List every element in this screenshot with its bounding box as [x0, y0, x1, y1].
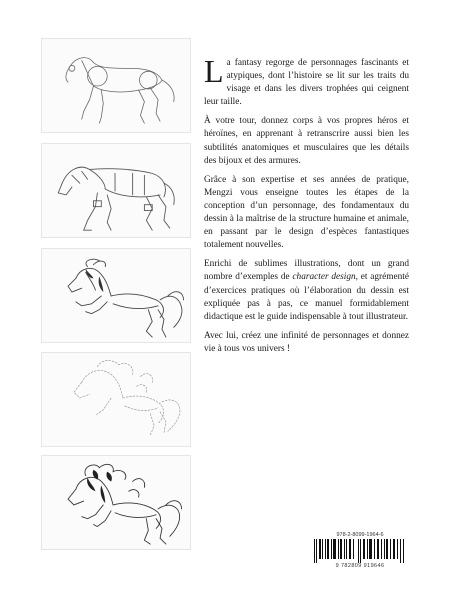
back-cover-blurb: [204, 53, 409, 362]
barcode-digits: 9 782809 919646: [335, 563, 385, 569]
horse-structure-sketch: [42, 144, 190, 237]
horse-sketch-stage-4: [41, 352, 191, 447]
paragraph-closing: Avec lui, créez une infinité de personnages et donnez vie à tous vos univers !: [204, 330, 409, 354]
paragraph-intro: [204, 53, 409, 109]
paragraph-expertise: Grâce à son expertise et ses années de pratique, Mengzi vous enseigne toutes les étapes de la conception d’un personnage, des fondamentaux du dessin à la maîtrise de la structure humaine et animale, en passant par le design d’espèces fantastiques totalement nouvelles.: [204, 174, 409, 251]
drop-cap: L: [204, 53, 224, 89]
horse-finished-drawing: [42, 456, 190, 549]
horse-flowing-sketch: [42, 353, 190, 446]
horse-sketch-stage-3: [41, 248, 191, 343]
paragraph-your-turn: À votre tour, donnez corps à vos propres héros et héroïnes, en apprenant à retranscrire aussi bien les subtilités anatomiques et musculaires que les détails des bijoux et des armures.: [204, 116, 409, 166]
horse-gesture-sketch: [42, 39, 190, 132]
barcode-icon: [312, 539, 408, 563]
horse-sketch-stage-2: [41, 143, 191, 238]
isbn-label: 978-2-8099-1964-6: [336, 532, 384, 538]
horse-rearing-sketch: [42, 249, 190, 342]
paragraph-illustrations: Enrichi de sublimes illustrations, dont un grand nombre d’exemples de character design, et agrémenté d’exercices pratiques où l’élaboration du dessin est expliquée pas à pas, ce manuel formidablement didactique est le guide indispensable à tout illustrateur.: [204, 259, 409, 322]
horse-sketch-stage-1: [41, 38, 191, 133]
horse-sketch-stage-5: [41, 455, 191, 550]
barcode-block: [310, 532, 410, 572]
paragraph-text: a fantasy regorge de personnages fascinants et atypiques, dont l’histoire se lit sur les traits du visage et dans les divers trophées qui ceignent leur taille.: [204, 58, 409, 108]
italic-term: character design: [292, 272, 356, 283]
